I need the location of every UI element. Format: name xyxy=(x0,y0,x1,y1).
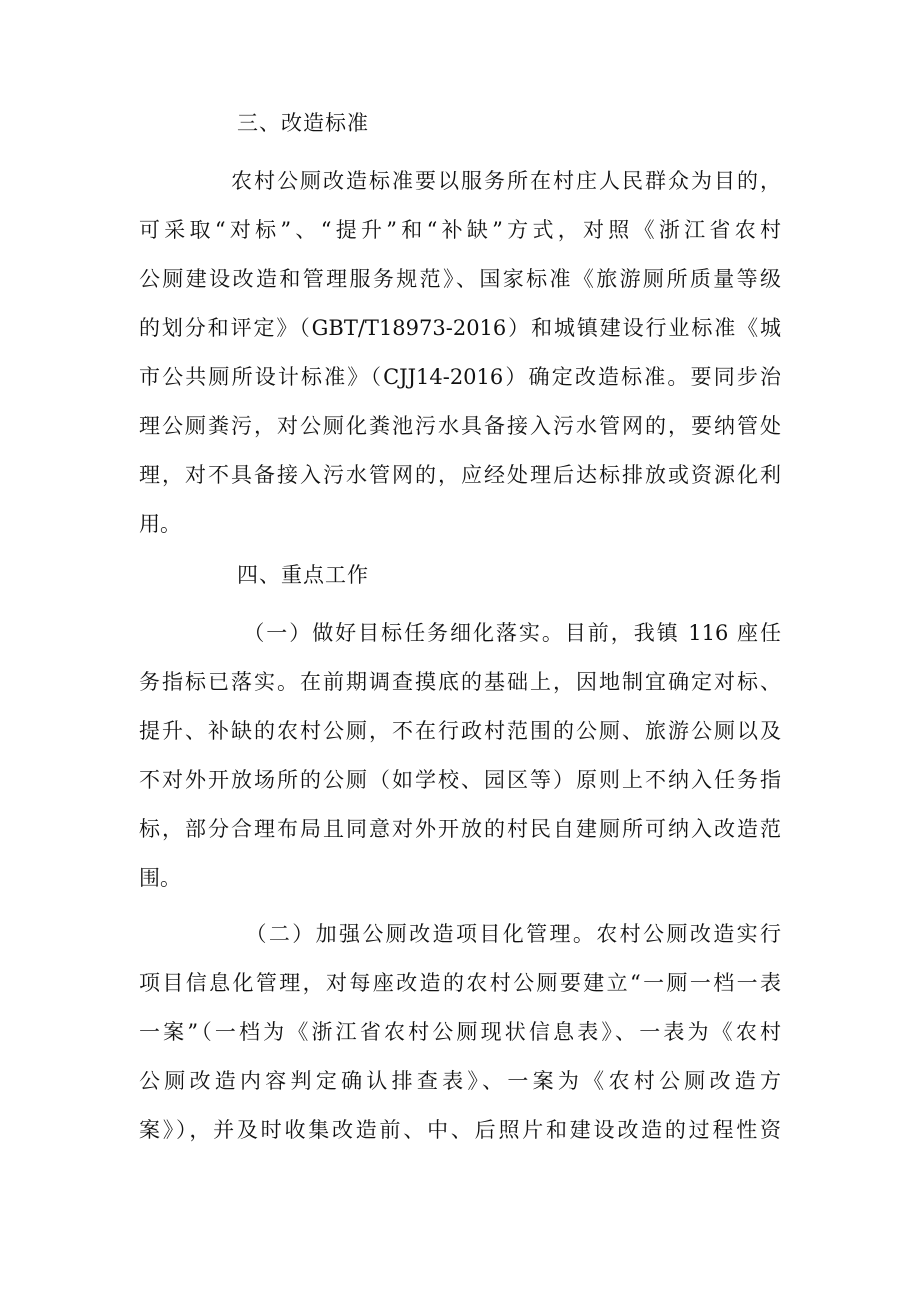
paragraph-line: 用。 xyxy=(139,512,181,536)
paragraph-line: 可采取“对标”、“提升”和“补缺”方式，对照《浙江省农村 xyxy=(139,218,781,242)
section-heading-3: 三、改造标准 xyxy=(237,111,369,135)
paragraph-line: （一）做好目标任务细化落实。目前，我镇 116 座任 xyxy=(139,621,781,645)
section-heading-4: 四、重点工作 xyxy=(237,563,369,587)
paragraph-line: 公厕改造内容判定确认排查表》、一案为《农村公厕改造方 xyxy=(139,1069,781,1093)
paragraph-line: 提升、补缺的农村公厕，不在行政村范围的公厕、旅游公厕以及 xyxy=(139,719,781,743)
paragraph-line: 务指标已落实。在前期调查摸底的基础上，因地制宜确定对标、 xyxy=(139,670,781,694)
paragraph-line: 标，部分合理布局且同意对外开放的村民自建厕所可纳入改造范 xyxy=(139,817,781,841)
paragraph-line: （二）加强公厕改造项目化管理。农村公厕改造实行 xyxy=(139,922,781,946)
paragraph-line: 案》），并及时收集改造前、中、后照片和建设改造的过程性资 xyxy=(139,1118,781,1142)
paragraph-line: 围。 xyxy=(139,866,181,890)
paragraph-line: 项目信息化管理，对每座改造的农村公厕要建立“一厕一档一表 xyxy=(139,971,781,995)
paragraph-line: 的划分和评定》（GBT/T18973-2016）和城镇建设行业标准《城 xyxy=(139,316,781,340)
paragraph-line: 农村公厕改造标准要以服务所在村庄人民群众为目的， xyxy=(139,169,781,193)
paragraph-line: 理公厕粪污，对公厕化粪池污水具备接入污水管网的，要纳管处 xyxy=(139,414,781,438)
paragraph-line: 公厕建设改造和管理服务规范》、国家标准《旅游厕所质量等级 xyxy=(139,267,781,291)
paragraph-line: 市公共厕所设计标准》（CJJ14-2016）确定改造标准。要同步治 xyxy=(139,365,781,389)
paragraph-line: 理，对不具备接入污水管网的，应经处理后达标排放或资源化利 xyxy=(139,463,781,487)
paragraph-line: 不对外开放场所的公厕（如学校、园区等）原则上不纳入任务指 xyxy=(139,768,781,792)
paragraph-line: 一案”（一档为《浙江省农村公厕现状信息表》、一表为《农村 xyxy=(139,1020,781,1044)
